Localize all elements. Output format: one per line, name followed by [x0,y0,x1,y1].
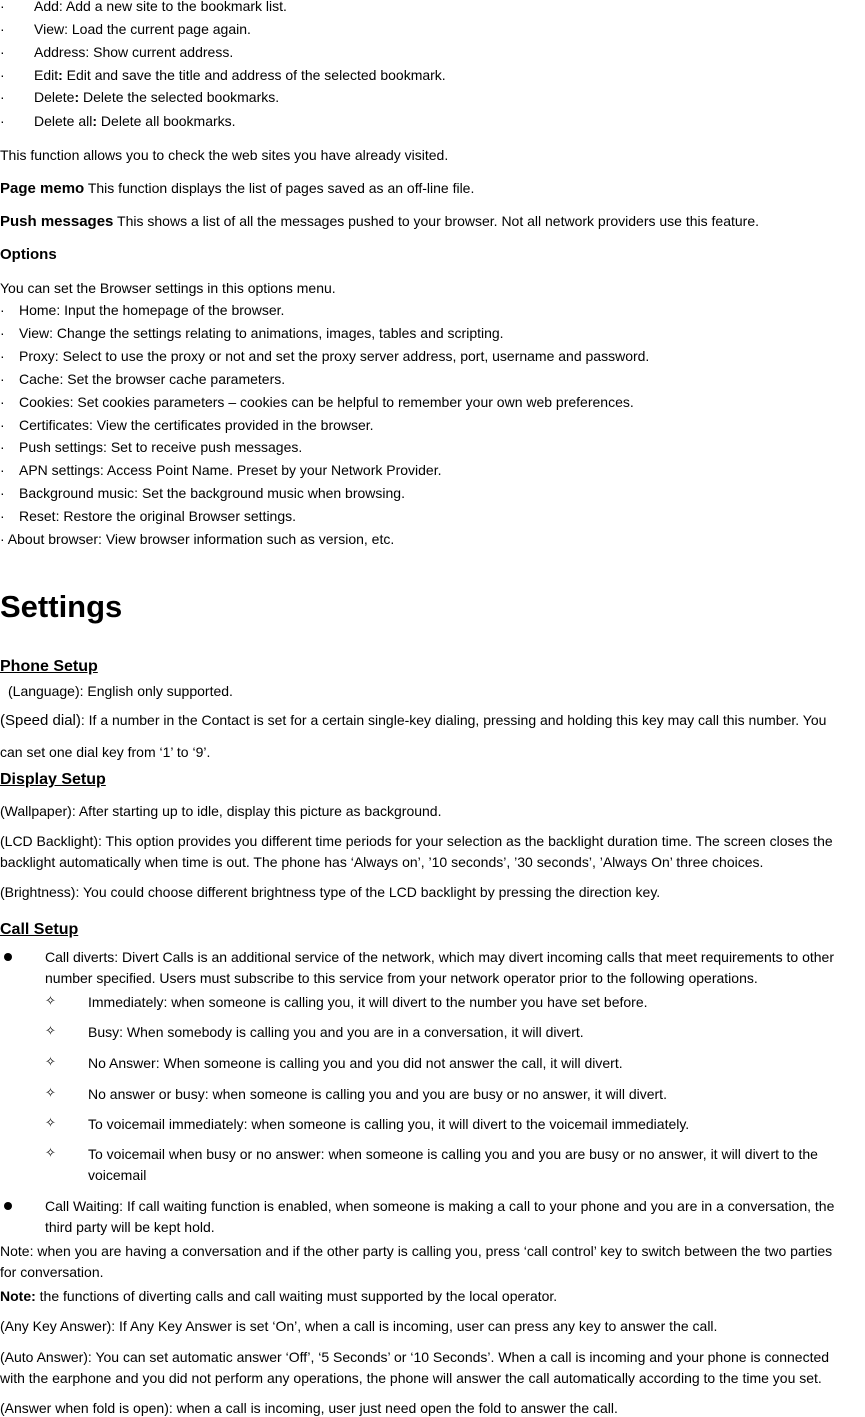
item-text: Home: Input the homepage of the browser. [19,302,285,318]
call-waiting-text: Call Waiting: If call waiting function is enabled, when someone is making a call to your phone and you are in a conversation, the [45,1198,835,1214]
page-title: Settings [0,589,123,624]
item-label: Address: [34,44,90,60]
brightness-text: (Brightness): You could choose different brightness type of the LCD backlight by pressing the direction key. [0,884,661,900]
fold-open-answer-text: (Answer when fold is open): when a call is incoming, user just need open the fold to answer the call. [0,1400,618,1416]
item-text: Background music: Set the background music when browsing. [19,485,405,501]
bullet-dot [4,1202,12,1210]
speed-dial-label: (Speed dial) [0,712,81,729]
item-text: Add a new site to the bookmark list. [62,0,287,14]
item-text: Push settings: Set to receive push messages. [19,439,303,455]
page-memo-text: This function displays the list of pages saved as an off-line file. [84,180,475,196]
item-text: View: Change the settings relating to animations, images, tables and scripting. [19,325,504,341]
history-text: This function allows you to check the web sites you have already visited. [0,147,449,163]
operator-note: Note: the functions of diverting calls and call waiting must supported by the local operator. [0,1288,558,1304]
bullet: · [0,462,5,478]
list-item [0,113,865,130]
item-text: APN settings: Access Point Name. Preset by your Network Provider. [19,462,442,478]
list-item [0,44,865,61]
note-text: Note: when you are having a conversation and if the other party is calling you, press ‘call control’ key to switch between the two parties [0,1243,833,1259]
list-item [0,394,865,411]
item-text: Certificates: View the certificates provided in the browser. [19,417,374,433]
push-messages-text: This shows a list of all the messages pushed to your browser. Not all network providers use this feature. [113,213,760,229]
backlight-text: (LCD Backlight): This option provides you different time periods for your selection as the backlight duration time. The screen closes the [0,833,833,849]
list-item [0,21,865,38]
item-text: Edit and save the title and address of the selected bookmark. [62,67,446,83]
list-item [0,325,865,342]
diamond-bullet-icon: ✧ [45,994,56,1009]
bullet: · [0,348,5,364]
display-setup-heading: Display Setup [0,771,106,788]
bullet: · [0,394,5,410]
item-text: Load the current page again. [67,21,251,37]
call-setup-heading: Call Setup [0,921,79,938]
bullet: · [0,325,5,341]
list-item: No Answer: When someone is calling you and you did not answer the call, it will divert. [88,1055,623,1071]
list-item: To voicemail immediately: when someone is calling you, it will divert to the voicemail immediately. [88,1116,690,1132]
item-label: View: [34,21,68,37]
bullet: · [0,417,5,433]
push-messages [0,213,865,230]
list-item [0,302,865,319]
item-label: Add: [34,0,63,14]
list-item [0,508,865,525]
any-key-answer-text: (Any Key Answer): If Any Key Answer is set ‘On’, when a call is incoming, user can press any key to answer the call. [0,1318,718,1334]
item-label: Edit [34,67,59,83]
item-colon: : [92,113,98,129]
push-messages-title: Push messages [0,213,114,230]
options-title: Options [0,246,57,263]
call-diverts-text: Call diverts: Divert Calls is an additional service of the network, which may divert incoming calls that meet requirements to other [45,949,834,965]
list-item [0,348,865,365]
auto-answer-text: (Auto Answer): You can set automatic answer ‘Off’, ‘5 Seconds’ or ‘10 Seconds’. When a call is incoming and your phone is connected [0,1349,830,1365]
item-colon: : [58,67,63,83]
bullet: · [0,89,5,105]
diamond-bullet-icon: ✧ [45,1086,56,1101]
about-browser: · About browser: View browser information such as version, etc. [0,531,395,547]
list-item [0,485,865,502]
list-item [0,0,865,15]
note-label: Note: [0,1288,36,1304]
bullet: · [0,485,5,501]
call-diverts-text-cont: number specified. Users must subscribe to this service from your network operator prior to the following operations. [45,970,758,986]
diamond-bullet-icon: ✧ [45,1116,56,1131]
speed-dial-text-cont: can set one dial key from ‘1’ to ‘9’. [0,744,211,760]
list-item [0,417,865,434]
diamond-bullet-icon: ✧ [45,1055,56,1070]
item-text: Delete all bookmarks. [97,113,236,129]
backlight-text-cont: backlight automatically when time is out. The phone has ‘Always on’, ’10 seconds’, ’30 seconds’, ’Always On’ three choices. [0,854,764,870]
item-colon: : [74,89,80,105]
auto-answer-text-cont: with the earphone and you did not perform any operations, the phone will answer the call automatically according to the time you set. [0,1370,822,1386]
phone-setup-heading: Phone Setup [0,658,98,675]
options-intro: You can set the Browser settings in this options menu. [0,280,336,296]
bullet: · [0,508,5,524]
item-text: Cookies: Set cookies parameters – cookies can be helpful to remember your own web preferences. [19,394,634,410]
item-text: Delete the selected bookmarks. [79,89,280,105]
item-text: Reset: Restore the original Browser settings. [19,508,297,524]
bullet: · [0,67,5,83]
page-memo [0,180,865,197]
page-memo-title: Page memo [0,180,85,197]
bullet: · [0,302,5,318]
list-item-cont: voicemail [88,1167,147,1183]
wallpaper-text: (Wallpaper): After starting up to idle, display this picture as background. [0,803,442,819]
diamond-bullet-icon: ✧ [45,1024,56,1039]
list-item [0,371,865,388]
list-item [0,439,865,456]
diamond-bullet-icon: ✧ [45,1146,56,1161]
bullet: · [0,21,5,37]
language-text: (Language): English only supported. [8,683,233,699]
list-item: To voicemail when busy or no answer: when someone is calling you and you are busy or no answer, it will divert to the [88,1146,818,1162]
bullet: · [0,439,5,455]
bullet-dot [4,953,12,961]
bullet: · [0,371,5,387]
item-label: Delete [34,89,75,105]
list-item: Busy: When somebody is calling you and you are in a conversation, it will divert. [88,1024,584,1040]
item-label: Delete all [34,113,93,129]
list-item [0,462,865,479]
note-text-cont: for conversation. [0,1264,104,1280]
bullet: · [0,44,5,60]
bullet: · [0,0,5,14]
list-item: Immediately: when someone is calling you, it will divert to the number you have set before. [88,994,648,1010]
bullet: · [0,113,5,129]
item-text: Proxy: Select to use the proxy or not and set the proxy server address, port, username and password. [19,348,650,364]
item-text: Cache: Set the browser cache parameters. [19,371,286,387]
speed-dial-text: (Speed dial): If a number in the Contact is set for a certain single-key dialing, pressing and holding this key may call this number. You [0,712,827,729]
list-item: No answer or busy: when someone is calling you and you are busy or no answer, it will divert. [88,1086,667,1102]
list-item [0,67,865,84]
item-text: Show current address. [89,44,234,60]
list-item [0,89,865,106]
call-waiting-text-cont: third party will be kept hold. [45,1219,215,1235]
